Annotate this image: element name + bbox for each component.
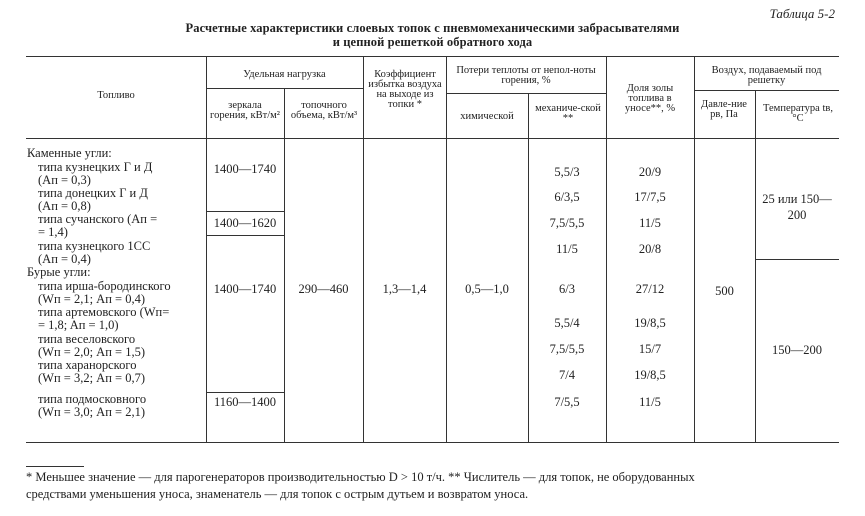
fuel-group-brown-coal: Бурые угли: [27, 265, 91, 279]
fuel-row-formula: = 1,8; Aп = 1,0) [38, 318, 119, 332]
excess-air-value: 1,3—1,4 [382, 282, 427, 296]
header-excess-air: Коэффициент избытка воздуха на выходе из топки * [368, 69, 442, 110]
ash-share-value: 19/8,5 [634, 368, 666, 382]
header-temperature: Температура tв, °С [763, 103, 833, 124]
mechanical-loss-value: 11/5 [556, 242, 578, 256]
fuel-row: типа подмосковного [38, 392, 147, 406]
table-title-line-1: Расчетные характеристики слоевых топок с пневмомеханическими забрасывателями [185, 21, 680, 35]
fuel-row-formula: (Aп = 0,3) [38, 173, 91, 187]
volume-load-value: 290—460 [298, 282, 349, 296]
fuel-row-formula: (Wп = 2,1; Aп = 0,4) [38, 292, 145, 306]
fuel-row: типа веселовского [38, 332, 136, 346]
fuel-row-formula: (Wп = 3,0; Aп = 2,1) [38, 405, 145, 419]
fuel-row: типа ирша-бородинского [38, 279, 171, 293]
mechanical-loss-value: 7,5/5,5 [549, 342, 585, 356]
mechanical-loss-value: 6/3 [559, 282, 575, 296]
ash-share-value: 15/7 [638, 342, 662, 356]
ash-share-value: 20/9 [638, 165, 662, 179]
footnote-line-1: * Меньшее значение — для парогенераторов производительностью D > 10 т/ч. ** Числитель — для топок, не оборудованных [26, 470, 695, 484]
mechanical-loss-value: 7/5,5 [554, 395, 580, 409]
mechanical-loss-value: 6/3,5 [554, 190, 580, 204]
header-ash-share: Доля золы топлива в уносе**, % [624, 83, 676, 114]
ash-share-value: 20/8 [638, 242, 662, 256]
grate-load-value: 1400—1740 [213, 162, 277, 176]
mechanical-loss-value: 7/4 [559, 368, 575, 382]
ash-share-value: 19/8,5 [634, 316, 666, 330]
grate-load-value: 1400—1620 [213, 216, 277, 230]
fuel-row: типа сучанского (Aп = [38, 212, 158, 226]
fuel-group-hard-coal: Каменные угли: [27, 146, 112, 160]
fuel-row-formula: = 1,4) [38, 225, 68, 239]
chemical-loss-value: 0,5—1,0 [465, 282, 509, 296]
footnote-line-2: средствами уменьшения уноса, знаменатель — для топок с острым дутьем и возвратом уноса. [26, 487, 529, 501]
fuel-row: типа кузнецких Г и Д [38, 160, 153, 174]
fuel-row: типа харанорского [38, 358, 137, 372]
mechanical-loss-value: 7,5/5,5 [549, 216, 585, 230]
header-specific-load: Удельная нагрузка [243, 69, 326, 80]
fuel-row: типа донецких Г и Д [38, 186, 148, 200]
fuel-row-formula: (Aп = 0,8) [38, 199, 91, 213]
header-chemical: химической [460, 111, 514, 122]
ash-share-value: 27/12 [635, 282, 665, 296]
grate-load-value: 1400—1740 [213, 282, 277, 296]
mechanical-loss-value: 5,5/3 [554, 165, 580, 179]
table-title-line-2: и цепной решеткой обратного хода [332, 35, 533, 49]
header-grate-mirror: зеркала горения, кВт/м² [210, 100, 280, 121]
header-losses: Потери теплоты от непол-ноты горения, % [456, 65, 596, 86]
header-air: Воздух, подаваемый под решетку [711, 65, 822, 86]
fuel-row: типа артемовского (Wп= [38, 305, 170, 319]
ash-share-value: 17/7,5 [634, 190, 666, 204]
fuel-row: типа кузнецкого 1СС [38, 239, 151, 253]
temperature-value-brown-coal: 150—200 [772, 343, 822, 357]
ash-share-value: 11/5 [639, 216, 661, 230]
fuel-row-formula: (Aп = 0,4) [38, 252, 91, 266]
pressure-value: 500 [715, 284, 734, 298]
header-pressure: Давле-ние pв, Па [701, 99, 747, 120]
temperature-value-hard-coal: 25 или 150—200 [762, 192, 832, 222]
fuel-row-formula: (Wп = 3,2; Aп = 0,7) [38, 371, 145, 385]
fuel-row-formula: (Wп = 2,0; Aп = 1,5) [38, 345, 145, 359]
ash-share-value: 11/5 [639, 395, 661, 409]
grate-load-value: 1160—1400 [213, 395, 277, 409]
header-furnace-volume: топочного объема, кВт/м³ [290, 100, 358, 121]
mechanical-loss-value: 5,5/4 [554, 316, 580, 330]
table-number: Таблица 5-2 [769, 6, 835, 21]
header-fuel: Топливо [97, 90, 135, 101]
header-mechanical: механиче-ской ** [535, 103, 601, 124]
